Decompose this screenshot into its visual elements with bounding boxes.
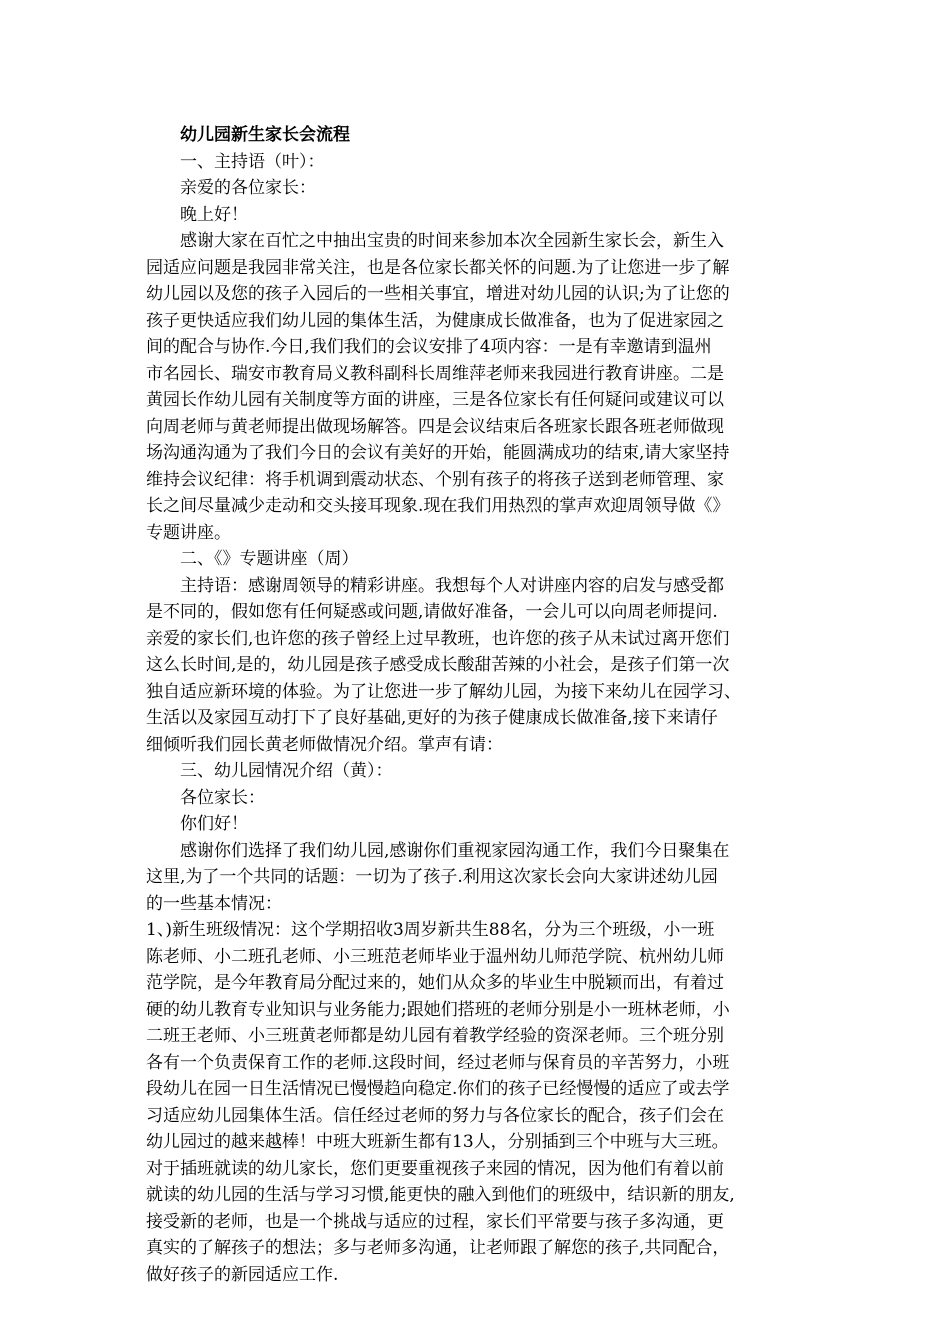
text-line: 各位家长： xyxy=(180,787,265,808)
text-line: 生活以及家园互动打下了良好基础,更好的为孩子健康成长做准备,接下来请仔 xyxy=(146,708,718,728)
text-line: 市名园长、瑞安市教育局义教科副科长周维萍老师来我园进行教育讲座。二是 xyxy=(146,363,724,384)
text-line: 场沟通沟通为了我们今日的会议有美好的开始，能圆满成功的结束,请大家坚持 xyxy=(146,443,730,463)
document-title: 幼儿园新生家长会流程 xyxy=(180,125,350,145)
text-line: 间的配合与协作.今日,我们我们的会议安排了4项内容：一是有幸邀请到温州 xyxy=(146,337,712,357)
text-line: 长之间尽量减少走动和交头接耳现象.现在我们用热烈的掌声欢迎周领导做《》 xyxy=(146,496,730,516)
text-line: 你们好！ xyxy=(180,814,248,834)
text-line: 向周老师与黄老师提出做现场解答。四是会议结束后各班家长跟各班老师做现 xyxy=(146,416,724,437)
text-line: 二班王老师、小三班黄老师都是幼儿园有着教学经验的资深老师。三个班分别 xyxy=(146,1026,724,1046)
text-line: 一、主持语（叶）： xyxy=(180,151,325,172)
document-body xyxy=(146,149,818,1289)
text-line: 维持会议纪律：将手机调到震动状态、个别有孩子的将孩子送到老师管理、家 xyxy=(146,469,724,490)
text-line: 这里,为了一个共同的话题：一切为了孩子.利用这次家长会向大家讲述幼儿园 xyxy=(146,867,718,887)
text-line: 幼儿园以及您的孩子入园后的一些相关事宜，增进对幼儿园的认识;为了让您的 xyxy=(146,284,730,304)
text-line: 三、幼儿园情况介绍（黄）： xyxy=(180,761,393,781)
document-page xyxy=(146,122,818,1288)
text-line: 专题讲座。 xyxy=(146,522,231,543)
text-line: 亲爱的各位家长： xyxy=(180,178,316,198)
text-line: 做好孩子的新园适应工作. xyxy=(146,1264,339,1285)
text-line: 就读的幼儿园的生活与学习习惯,能更快的融入到他们的班级中，结识新的朋友, xyxy=(146,1185,735,1205)
text-line: 孩子更快适应我们幼儿园的集体生活，为健康成长做准备，也为了促进家园之 xyxy=(146,310,724,331)
text-line: 晚上好！ xyxy=(180,204,248,225)
text-line: 感谢你们选择了我们幼儿园,感谢你们重视家园沟通工作，我们今日聚集在 xyxy=(180,840,730,861)
text-line: 黄园长作幼儿园有关制度等方面的讲座，三是各位家长有任何疑问或建议可以 xyxy=(146,390,724,410)
text-line: 园适应问题是我园非常关注，也是各位家长都关怀的问题.为了让您进一步了解 xyxy=(146,257,730,278)
text-line: 主持语：感谢周领导的精彩讲座。我想每个人对讲座内容的启发与感受都 xyxy=(180,575,724,596)
text-line: 1、)新生班级情况：这个学期招收3周岁新共生88名，分为三个班级，小一班 xyxy=(146,920,715,940)
text-line: 习适应幼儿园集体生活。信任经过老师的努力与各位家长的配合，孩子们会在 xyxy=(146,1105,724,1126)
text-line: 的一些基本情况： xyxy=(146,893,282,914)
text-line: 段幼儿在园一日生活情况已慢慢趋向稳定.你们的孩子已经慢慢的适应了或去学 xyxy=(146,1079,730,1099)
text-line: 硬的幼儿教育专业知识与业务能力;跟她们搭班的老师分别是小一班林老师，小 xyxy=(146,999,730,1020)
text-line: 范学院，是今年教育局分配过来的，她们从众多的毕业生中脱颖而出，有着过 xyxy=(146,973,724,993)
text-line: 感谢大家在百忙之中抽出宝贵的时间来参加本次全园新生家长会，新生入 xyxy=(180,231,724,251)
text-line: 各有一个负责保育工作的老师.这段时间，经过老师与保育员的辛苦努力，小班 xyxy=(146,1052,730,1073)
text-line: 幼儿园过的越来越棒！中班大班新生都有13人，分别插到三个中班与大三班。 xyxy=(146,1132,729,1152)
text-line: 是不同的，假如您有任何疑惑或问题,请做好准备，一会儿可以向周老师提问. xyxy=(146,602,718,622)
text-line: 对于插班就读的幼儿家长，您们更要重视孩子来园的情况，因为他们有着以前 xyxy=(146,1158,724,1179)
text-line: 细倾听我们园长黄老师做情况介绍。掌声有请： xyxy=(146,734,503,755)
text-line: 真实的了解孩子的想法；多与老师多沟通，让老师跟了解您的孩子,共同配合， xyxy=(146,1238,730,1258)
text-line: 亲爱的家长们,也许您的孩子曾经上过早教班，也许您的孩子从未试过离开您们 xyxy=(146,628,730,649)
text-line: 这么长时间,是的，幼儿园是孩子感受成长酸甜苦辣的小社会，是孩子们第一次 xyxy=(146,655,730,675)
text-line: 二、《》专题讲座（周） xyxy=(180,549,359,569)
text-line: 接受新的老师，也是一个挑战与适应的过程，家长们平常要与孩子多沟通，更 xyxy=(146,1211,724,1232)
text-line: 独自适应新环境的体验。为了让您进一步了解幼儿园，为接下来幼儿在园学习、 xyxy=(146,681,741,702)
text-line: 陈老师、小二班孔老师、小三班范老师毕业于温州幼儿师范学院、杭州幼儿师 xyxy=(146,946,724,967)
